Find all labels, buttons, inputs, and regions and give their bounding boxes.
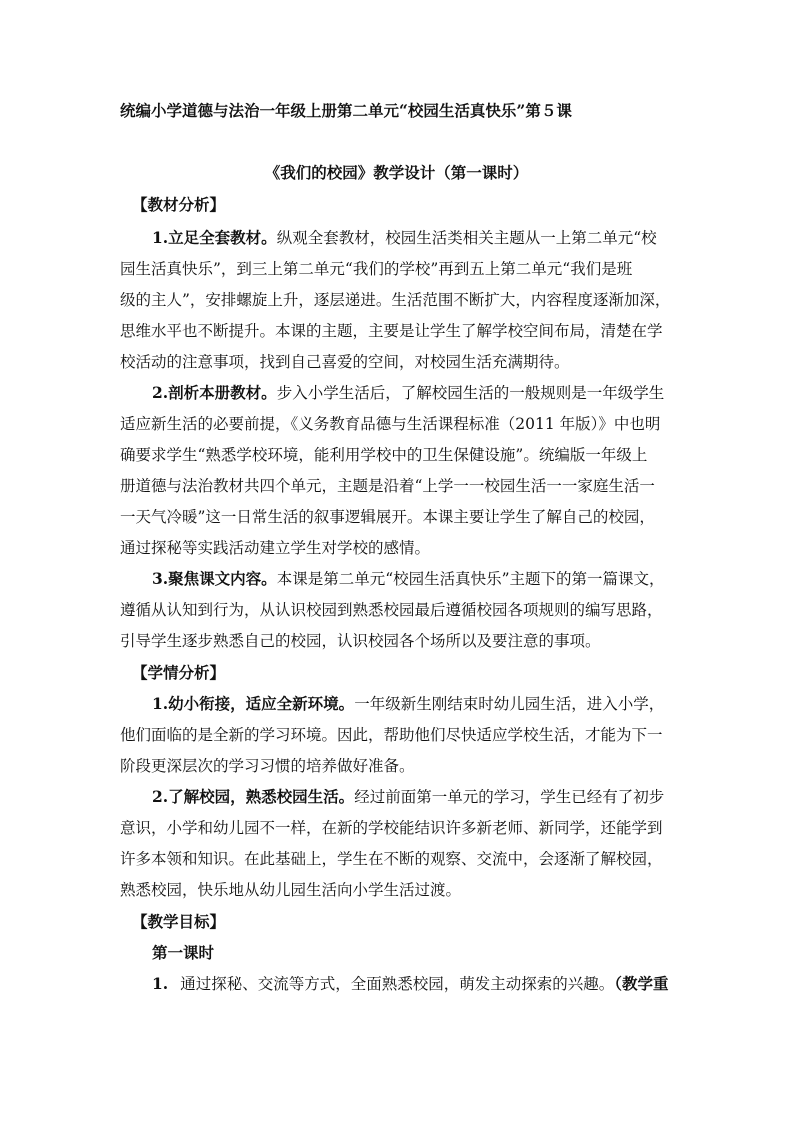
paragraph-line: 他们面临的是全新的学习环境。因此，帮助他们尽快适应学校生活，才能为下一: [120, 726, 663, 744]
paragraph-line: 思维水平也不断提升。本课的主题，主要是让学生了解学校空间布局，清楚在学: [120, 322, 663, 340]
paragraph-lead: 3.聚焦课文内容。: [152, 569, 277, 588]
paragraph-text: 步入小学生活后，了解校园生活的一般规则是一年级学生: [276, 384, 665, 402]
goal-text: 通过探秘、交流等方式，全面熟悉校园，萌发主动探索的兴趣。: [180, 975, 615, 993]
paragraph-line: 园生活真快乐”，到三上第二单元“我们的学校”再到五上第二单元“我们是班: [120, 260, 633, 278]
paragraph-line: 许多本领和知识。在此基础上，学生在不断的观察、交流中，会逐渐了解校园，: [120, 850, 663, 868]
doc-header: 统编小学道德与法治一年级上册第二单元“校园生活真快乐”第５课: [120, 101, 572, 120]
paragraph-lead: 1.立足全套教材。: [152, 228, 277, 247]
paragraph-lead: 1.幼小衔接，适应全新环境。: [152, 694, 355, 713]
paragraph-line: 确要求学生“熟悉学校环境，能利用学校中的卫生保健设施”。统编版一年级上: [120, 446, 648, 464]
paragraph-line: 阶段更深层次的学习习惯的培养做好准备。: [120, 757, 415, 775]
paragraph-text: 本课是第二单元“校园生活真快乐”主题下的第一篇课文，: [276, 570, 665, 588]
paragraph-line: 意识，小学和幼儿园不一样，在新的学校能结识许多新老师、新同学，还能学到: [120, 819, 663, 837]
paragraph-line: [152, 569, 680, 589]
paragraph-line: [152, 694, 680, 714]
paragraph-lead: 2.了解校园，熟悉校园生活。: [152, 787, 355, 806]
goal-tail: （教学重: [614, 974, 669, 993]
section-heading-textbook-analysis: 【教材分析】: [132, 195, 226, 214]
paragraph-text: 纵观全套教材，校园生活类相关主题从一上第二单元“校: [276, 229, 657, 247]
doc-title: 《我们的校园》教学设计（第一课时）: [264, 163, 529, 182]
paragraph-line: 熟悉校园，快乐地从幼儿园生活向小学生活过渡。: [120, 881, 462, 899]
sub-heading-first-lesson: 第一课时: [152, 943, 215, 962]
paragraph-line: [152, 787, 680, 807]
paragraph-line: 遵循从认知到行为，从认识校园到熟悉校园最后遵循校园各项规则的编写思路，: [120, 601, 663, 619]
paragraph-lead: 2.剖析本册教材。: [152, 383, 277, 402]
goal-number: 1.: [152, 974, 169, 993]
paragraph-line: 一天气冷暖”这一日常生活的叙事逻辑展开。本课主要让学生了解自己的校园，: [120, 508, 655, 526]
paragraph-line: 通过探秘等实践活动建立学生对学校的感情。: [120, 539, 431, 557]
paragraph-line: 级的主人”，安排螺旋上升，逐层递进。生活范围不断扩大，内容程度逐渐加深，: [120, 291, 671, 309]
paragraph-line: 册道德与法治教材共四个单元，主题是沿着“上学一一校园生活一一家庭生活一: [120, 477, 655, 495]
paragraph-line: 引导学生逐步熟悉自己的校园，认识校园各个场所以及要注意的事项。: [120, 632, 601, 650]
paragraph-text: 经过前面第一单元的学习，学生已经有了初步: [354, 788, 665, 806]
paragraph-line: [152, 228, 680, 248]
section-heading-teaching-goals: 【教学目标】: [132, 912, 226, 931]
paragraph-line: 适应新生活的必要前提，《义务教育品德与生活课程标准（2011 年版）》中也明: [120, 415, 661, 433]
paragraph-text: 一年级新生刚结束时幼儿园生活，进入小学，: [354, 695, 665, 713]
goal-item: [152, 974, 680, 994]
paragraph-line: 校活动的注意事项，找到自己喜爱的空间，对校园生活充满期待。: [120, 353, 570, 371]
section-heading-student-analysis: 【学情分析】: [132, 663, 226, 682]
paragraph-line: [152, 383, 680, 403]
